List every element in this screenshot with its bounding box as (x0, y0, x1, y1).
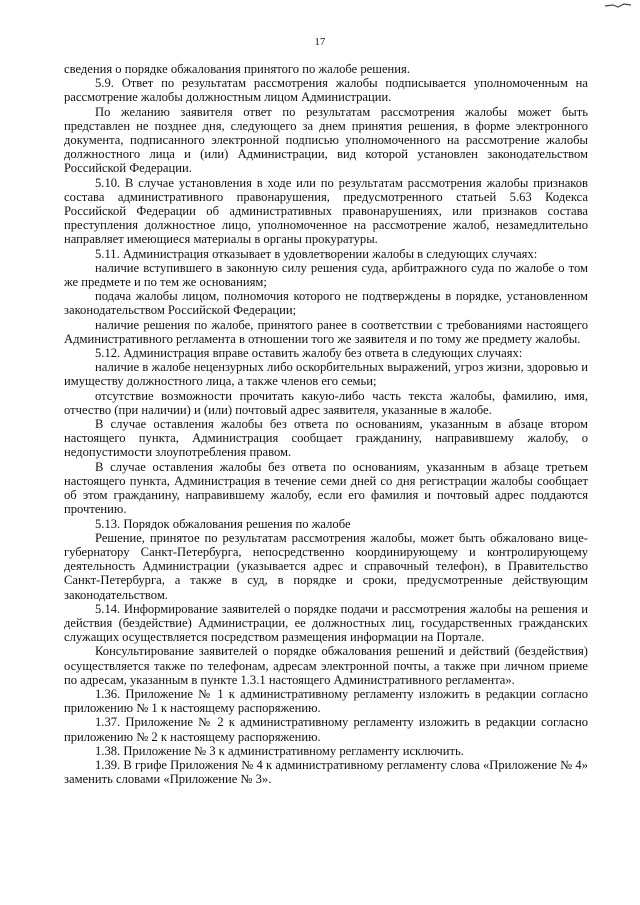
paragraph: Решение, принятое по результатам рассмотрения жалобы, может быть обжаловано вице-губернатору Санкт-Петербурга, непосредственно координирующему и контролирующему деятельность Администрации (указывается адрес и справочный телефон), в Правительство Санкт-Петербурга, а также в суд, в порядке и сроки, предусмотренные действующим законодательством. (64, 530, 588, 602)
paragraph: 5.12. Администрация вправе оставить жалобу без ответа в следующих случаях: (95, 346, 523, 361)
paragraph: По желанию заявителя ответ по результатам рассмотрения жалобы может быть представлен не позднее дня, следующего за днем принятия решения, в форме электронного документа, подписанного электронной подписью уполномоченного на рассмотрение жалобы должностного лица и (или) Администрации, вид которой установлен законодательством Российской Федерации. (64, 104, 588, 176)
paragraph: 1.38. Приложение № 3 к административному регламенту исключить. (95, 743, 464, 758)
paragraph: 5.9. Ответ по результатам рассмотрения жалобы подписывается уполномоченным на рассмотрение жалобы должностным лицом Администрации. (64, 76, 588, 105)
paragraph: подача жалобы лицом, полномочия которого не подтверждены в порядке, установленном законодательством Российской Федерации; (64, 289, 588, 318)
document-body (64, 62, 588, 786)
paragraph: наличие решения по жалобе, принятого ранее в соответствии с требованиями настоящего Административного регламента в отношении того же заявителя и по тому же предмету жалобы. (64, 317, 588, 346)
page-number: 17 (314, 37, 326, 48)
paragraph: 1.37. Приложение № 2 к административному регламенту изложить в редакции согласно приложению № 2 к настоящему распоряжению. (64, 715, 588, 744)
paragraph: 1.36. Приложение № 1 к административному регламенту изложить в редакции согласно приложению № 1 к настоящему распоряжению. (64, 686, 588, 716)
paragraph: В случае оставления жалобы без ответа по основаниям, указанным в абзаце третьем настоящего пункта, Администрация в течение семи дней со дня регистрации жалобы сообщает об этом гражданину, направившему жалобу, если его фамилия и почтовый адрес поддаются прочтению. (64, 459, 588, 517)
paragraph: сведения о порядке обжалования принятого по жалобе решения. (64, 62, 410, 76)
scan-corner-mark (604, 2, 632, 8)
paragraph: 5.11. Администрация отказывает в удовлетворении жалобы в следующих случаях: (95, 246, 538, 261)
paragraph: 1.39. В грифе Приложения № 4 к административному регламенту слова «Приложение № 4» заменить словами «Приложение № 3». (64, 757, 588, 787)
paragraph: Консультирование заявителей о порядке обжалования решений и действий (бездействия) осуществляется также по телефонам, адресам электронной почты, а также при личном приеме по адресам, указанным в пункте 1.3.1 настоящего Административного регламента». (64, 644, 588, 687)
paragraph: 5.14. Информирование заявителей о порядке подачи и рассмотрения жалобы на решения и действия (бездействие) Администрации, ее должностных лиц, государственных гражданских служащих осуществляется посредством размещения информации на Портале. (64, 601, 588, 645)
paragraph: наличие в жалобе нецензурных либо оскорбительных выражений, угроз жизни, здоровью и имуществу должностного лица, а также членов его семьи; (64, 360, 588, 389)
paragraph: наличие вступившего в законную силу решения суда, арбитражного суда по жалобе о том же предмете и по тем же основаниям; (64, 260, 588, 290)
paragraph: 5.10. В случае установления в ходе или по результатам рассмотрения жалобы признаков состава административного правонарушения, предусмотренного статьей 5.63 Кодекса Российской Федерации об административных правонарушениях, или признаков состава преступления должностное лицо, уполномоченное на рассмотрение жалоб, незамедлительно направляет имеющиеся материалы в органы прокуратуры. (64, 175, 588, 247)
paragraph: В случае оставления жалобы без ответа по основаниям, указанным в абзаце втором настоящего пункта, Администрация сообщает гражданину, направившему жалобу, о недопустимости злоупотребления правом. (64, 417, 588, 460)
paragraph: отсутствие возможности прочитать какую-либо часть текста жалобы, фамилию, имя, отчество (при наличии) и (или) почтовый адрес заявителя, указанные в жалобе. (64, 388, 588, 417)
section-heading: 5.13. Порядок обжалования решения по жалобе (95, 516, 351, 531)
